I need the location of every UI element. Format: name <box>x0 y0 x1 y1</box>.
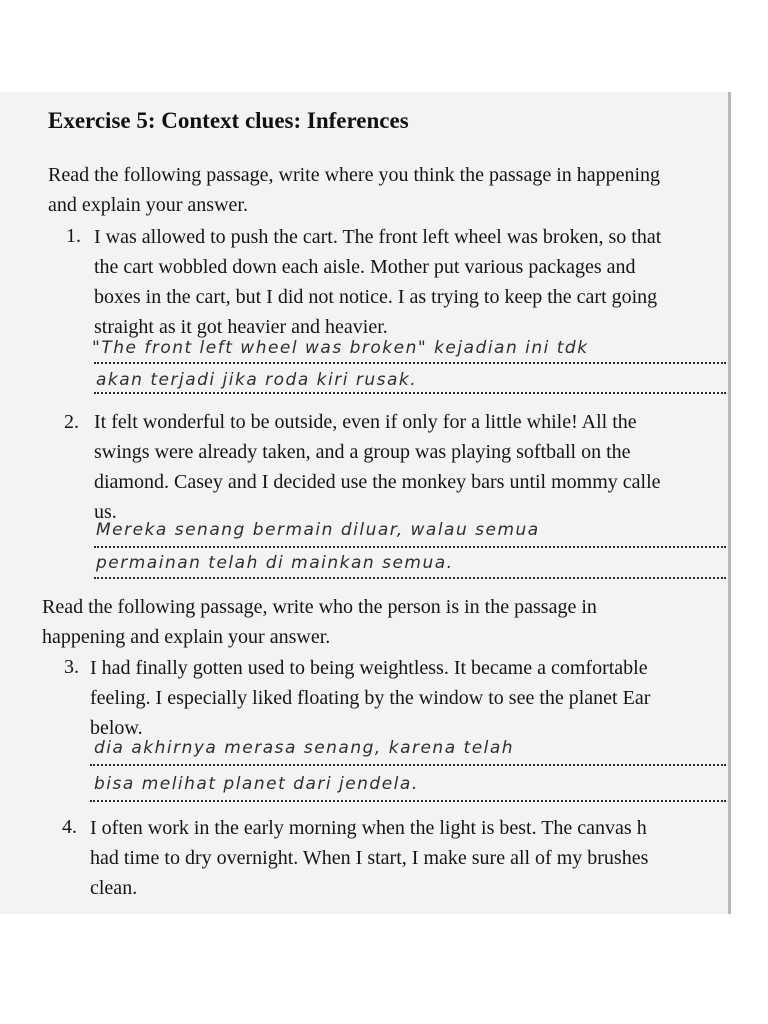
passage-line: I was allowed to push the cart. The front left wheel was broken, so that <box>94 226 662 248</box>
instruction-line: and explain your answer. <box>48 194 248 216</box>
question-passage <box>94 407 661 527</box>
instruction-line: Read the following passage, write who the person is in the passage in <box>42 596 597 618</box>
question-passage <box>94 222 661 342</box>
answer-line <box>94 546 726 548</box>
passage-line: us. <box>94 501 117 523</box>
passage-line: swings were already taken, and a group was playing softball on the <box>94 441 631 463</box>
page-edge <box>728 92 731 914</box>
answer-line <box>90 800 726 802</box>
passage-line: straight as it got heavier and heavier. <box>94 316 388 338</box>
question-passage <box>90 653 650 743</box>
exercise-title: Exercise 5: Context clues: Inferences <box>48 108 409 133</box>
passage-line: I had finally gotten used to being weightless. It became a comfortable <box>90 657 648 679</box>
instruction-line: happening and explain your answer. <box>42 626 331 648</box>
answer-line <box>94 362 726 364</box>
handwritten-answer: dia akhirnya merasa senang, karena telah <box>94 738 515 758</box>
instructions-where <box>48 160 660 220</box>
passage-line: I often work in the early morning when the light is best. The canvas h <box>90 817 647 839</box>
instructions-who <box>42 592 597 652</box>
passage-line: It felt wonderful to be outside, even if only for a little while! All the <box>94 411 637 433</box>
answer-line <box>90 764 726 766</box>
question-number: 4. <box>62 816 77 838</box>
question-number: 1. <box>66 225 81 247</box>
handwritten-answer: akan terjadi jika roda kiri rusak. <box>96 370 418 390</box>
instruction-line: Read the following passage, write where you think the passage in happening <box>48 164 661 186</box>
passage-line: had time to dry overnight. When I start, I make sure all of my brushes <box>90 847 649 869</box>
answer-line <box>94 392 726 394</box>
passage-line: the cart wobbled down each aisle. Mother put various packages and <box>94 256 636 278</box>
passage-line: below. <box>90 717 143 739</box>
handwritten-answer: "The front left wheel was broken" kejadian ini tdk <box>92 338 589 358</box>
passage-line: boxes in the cart, but I did not notice. I as trying to keep the cart going <box>94 286 658 308</box>
passage-line: diamond. Casey and I decided use the monkey bars until mommy calle <box>94 471 661 493</box>
handwritten-answer: permainan telah di mainkan semua. <box>96 553 454 573</box>
handwritten-answer: Mereka senang bermain diluar, walau semua <box>96 520 540 540</box>
question-passage <box>90 813 648 903</box>
passage-line: clean. <box>90 877 138 899</box>
handwritten-answer: bisa melihat planet dari jendela. <box>94 774 419 794</box>
passage-line: feeling. I especially liked floating by the window to see the planet Ear <box>90 687 651 709</box>
question-number: 3. <box>64 656 79 678</box>
answer-line <box>94 577 726 579</box>
question-number: 2. <box>64 411 79 433</box>
